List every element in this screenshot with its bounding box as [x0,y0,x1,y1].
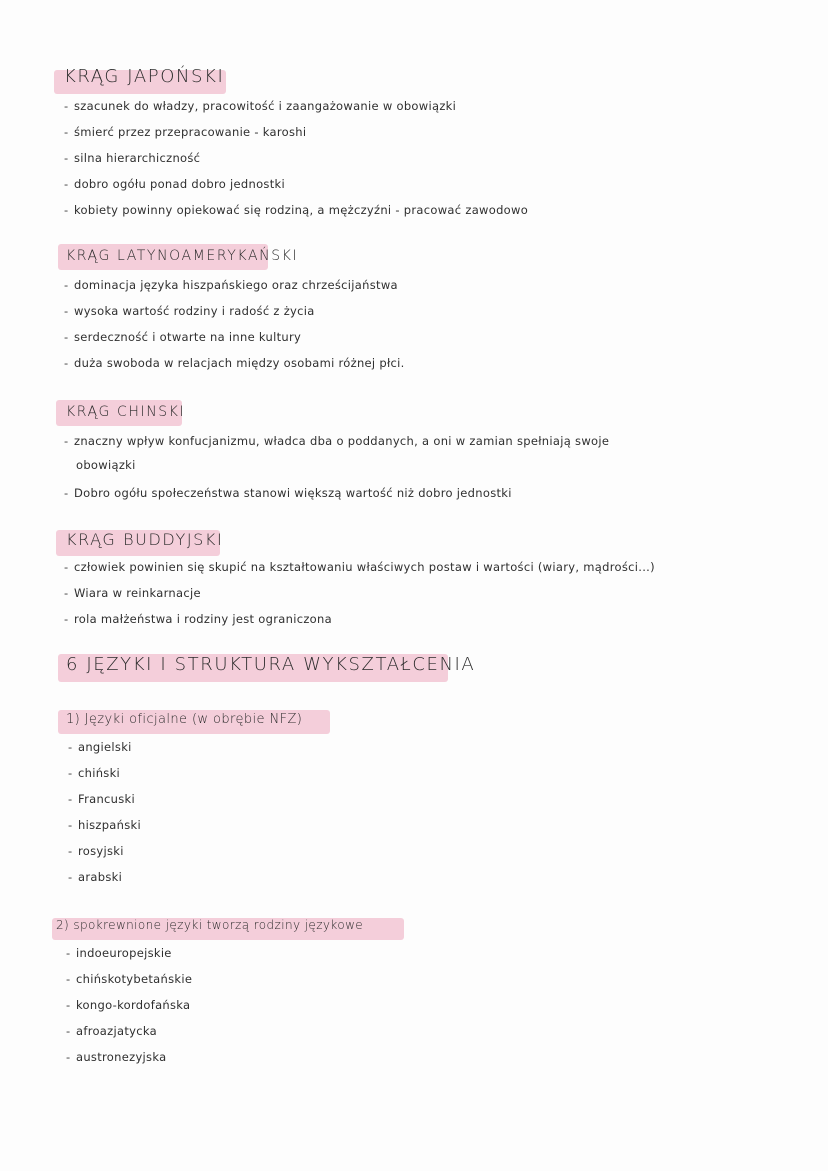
subsection-title-oficjalne: 1) Języki oficjalne (w obrębie NFZ) [66,712,303,727]
section-title-jezyki: 6 JĘZYKI I STRUKTURA WYKSZTAŁCENIA [66,654,476,675]
list-item: - austronezyjska [66,1050,167,1064]
list-item: - afroazjatycka [66,1024,157,1038]
heading-latynoamerykanski-wrap [66,248,298,264]
list-item: - kobiety powinny opiekować się rodziną, a mężczyźni - pracować zawodowo [64,203,529,217]
subheading-oficjalne-wrap [66,712,302,727]
list-item: - Dobro ogółu społeczeństwa stanowi większą wartość niż dobro jednostki [64,486,512,500]
subheading-rodziny-wrap [56,918,363,932]
list-item: - śmierć przez przepracowanie - karoshi [64,125,307,139]
list-item: - duża swoboda w relacjach między osobami różnej płci. [64,356,405,370]
list-item: - arabski [68,870,123,884]
heading-japonski-wrap [64,66,224,87]
heading-chinski-wrap [66,404,185,420]
list-item: - Francuski [68,792,135,806]
section-title-chinski: KRĄG CHINSKI [66,404,186,420]
list-item: - indoeuropejskie [66,946,172,960]
section-title-latynoamerykanski: KRĄG LATYNOAMERYKAŃSKI [66,248,299,264]
heading-jezyki-wrap [66,654,475,675]
list-item: - znaczny wpływ konfucjanizmu, władca dba o poddanych, a oni w zamian spełniają swoje [64,434,610,448]
section-title-buddyjski: KRĄG BUDDYJSKI [66,530,224,549]
list-item: - chiński [68,766,121,780]
list-item: - silna hierarchiczność [64,151,201,165]
list-item: - angielski [68,740,132,754]
list-item: - szacunek do władzy, pracowitość i zaangażowanie w obowiązki [64,99,457,113]
list-item: - rola małżeństwa i rodziny jest ograniczona [64,612,332,626]
list-item-continuation: obowiązki [76,458,136,472]
list-item: - chińskotybetańskie [66,972,193,986]
subsection-title-rodziny: 2) spokrewnione języki tworzą rodziny językowe [56,918,364,932]
list-item: - serdeczność i otwarte na inne kultury [64,330,302,344]
list-item: - dobro ogółu ponad dobro jednostki [64,177,285,191]
section-title-japonski: KRĄG JAPOŃSKI [64,66,225,87]
heading-buddyjski-wrap [66,530,223,549]
list-item: - dominacja języka hiszpańskiego oraz chrześcijaństwa [64,278,398,292]
list-item: - człowiek powinien się skupić na kształtowaniu właściwych postaw i wartości (wiary, mądrości...) [64,560,655,574]
list-item: - Wiara w reinkarnacje [64,586,201,600]
list-item: - hiszpański [68,818,141,832]
list-item: - wysoka wartość rodziny i radość z życia [64,304,315,318]
list-item: - kongo-kordofańska [66,998,191,1012]
list-item: - rosyjski [68,844,124,858]
